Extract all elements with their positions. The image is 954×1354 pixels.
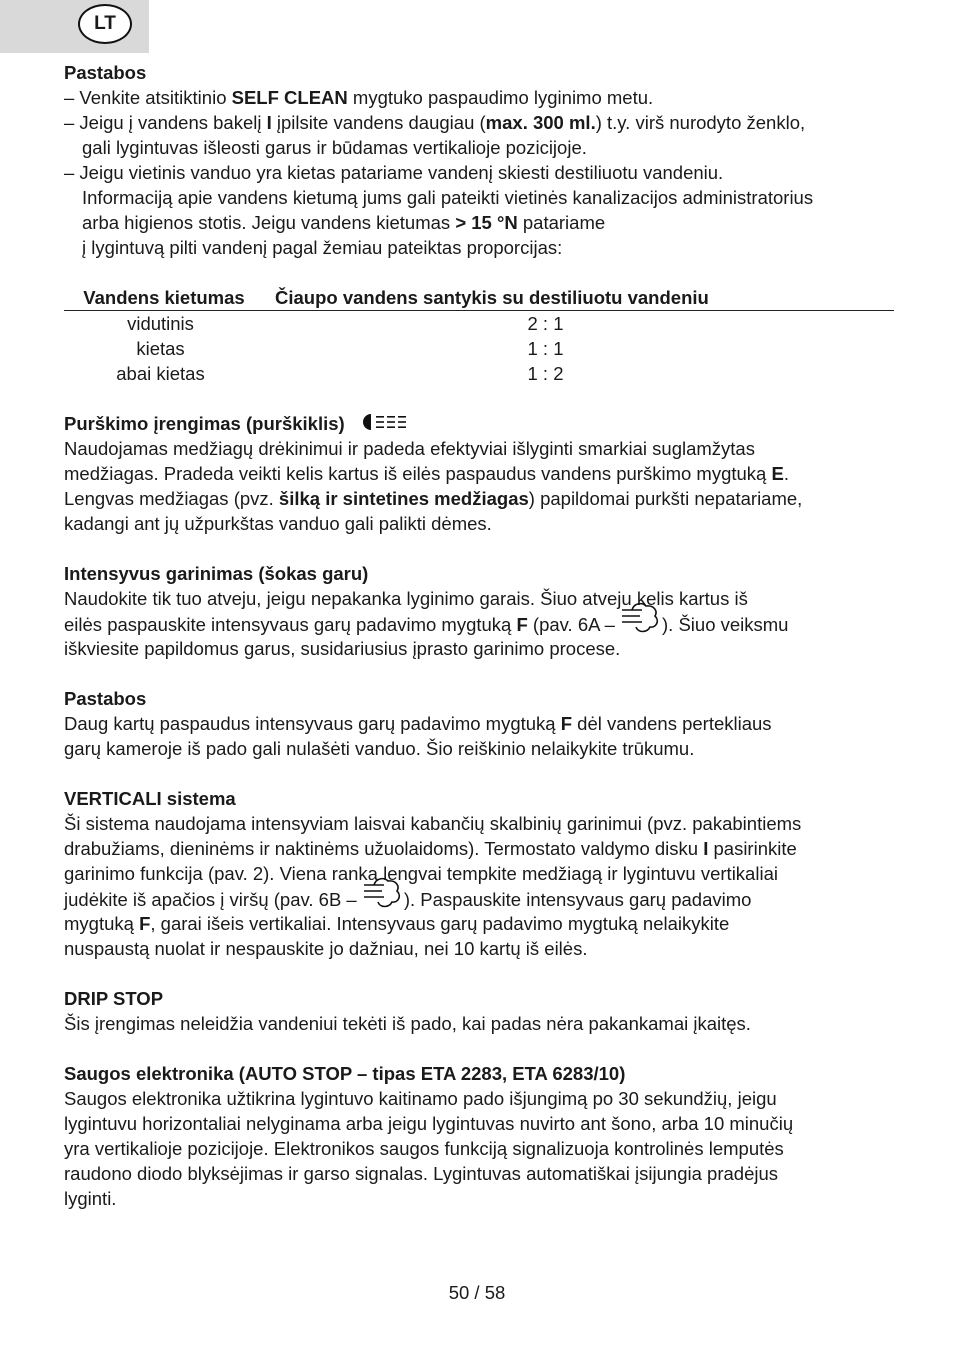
table-cell: 2 : 1 <box>527 313 564 334</box>
steam-shot-icon <box>362 876 404 916</box>
page-number: 50 / 58 <box>448 1282 506 1303</box>
spray-text: Naudojamas medžiagų drėkinimui ir padeda efektyviai išlyginti smarkiai suglamžytas <box>64 438 755 459</box>
safety-text: lyginti. <box>64 1188 117 1209</box>
drip-title: DRIP STOP <box>64 988 164 1009</box>
safety-text: Saugos elektronika užtikrina lygintuvo kaitinamo pado išjungimą po 30 sekundžių, jeigu <box>64 1088 777 1109</box>
steam-shot-icon <box>620 601 662 641</box>
notes-bullet-1: – Venkite atsitiktinio SELF CLEAN mygtuko paspaudimo lyginimo metu. <box>64 87 654 108</box>
verticali-text: garinimo funkcija (pav. 2). Viena ranka lengvai tempkite medžiagą ir lygintuvu vertikaliai <box>64 863 778 884</box>
language-tab <box>0 0 149 53</box>
shot-text: iškviesite papildomus garus, susidariusius įprasto garinimo procese. <box>64 638 621 659</box>
notes-title: Pastabos <box>64 62 147 83</box>
safety-text: raudono diodo blyksėjimas ir garso signalas. Lygintuvas automatiškai įsijungia pradėjus <box>64 1163 779 1184</box>
verticali-title: VERTICALI sistema <box>64 788 236 809</box>
verticali-text: judėkite iš apačios į viršų (pav. 6B – ). Paspauskite intensyvaus garų padavimo <box>64 886 894 911</box>
shot-text: Naudokite tik tuo atveju, jeigu nepakanka lyginimo garais. Šiuo atveju kelis kartus iš <box>64 588 748 609</box>
notes2-text: Daug kartų paspaudus intensyvaus garų padavimo mygtuką F dėl vandens pertekliaus <box>64 713 772 734</box>
table-cell: vidutinis <box>127 313 194 334</box>
table-header <box>64 285 894 311</box>
notes2-title: Pastabos <box>64 688 147 709</box>
table-row <box>64 361 894 386</box>
spray-icon <box>362 412 414 438</box>
table-cell: 1 : 2 <box>527 363 564 384</box>
verticali-text: drabužiams, dieninėms ir naktinėms užuolaidoms). Termostato valdymo disku I pasirinkite <box>64 838 797 859</box>
spray-text: kadangi ant jų užpurkštas vanduo gali palikti dėmes. <box>64 513 492 534</box>
notes-bullet-2-cont: gali lygintuvas išleosti garus ir būdamas vertikalioje pozicijoje. <box>82 137 587 158</box>
notes-bullet-3: – Jeigu vietinis vanduo yra kietas patariame vandenį skiesti destiliuotu vandeniu. <box>64 162 724 183</box>
language-badge: LT <box>78 4 132 44</box>
verticali-text: nuspaustą nuolat ir nespauskite jo dažniau, nei 10 kartų iš eilės. <box>64 938 588 959</box>
table-row <box>64 311 894 336</box>
verticali-text: mygtuką F, garai išeis vertikaliai. Intensyvaus garų padavimo mygtuką nelaikykite <box>64 913 730 934</box>
spray-title: Purškimo įrengimas (purškiklis) <box>64 411 894 436</box>
notes-bullet-3-cont: Informaciją apie vandens kietumą jums gali pateikti vietinės kanalizacijos administratorius <box>82 187 814 208</box>
spray-text: Lengvas medžiagas (pvz. šilką ir sintetines medžiagas) papildomai purkšti nepatariame, <box>64 488 803 509</box>
shot-text: eilės paspauskite intensyvaus garų padavimo mygtuką F (pav. 6A – ). Šiuo veiksmu <box>64 611 894 636</box>
notes-bullet-3-cont: arba higienos stotis. Jeigu vandens kietumas > 15 °N patariame <box>82 212 606 233</box>
table-cell: 1 : 1 <box>527 338 564 359</box>
safety-text: yra vertikalioje pozicijoje. Elektronikos saugos funkciją signalizuoja kontrolinės lemputės <box>64 1138 784 1159</box>
spray-text: medžiagas. Pradeda veikti kelis kartus iš eilės paspaudus vandens purškimo mygtuką E. <box>64 463 789 484</box>
notes-bullet-3-cont: į lygintuvą pilti vandenį pagal žemiau pateiktas proporcijas: <box>82 237 563 258</box>
verticali-text: Ši sistema naudojama intensyviam laisvai kabančių skalbinių garinimui (pvz. pakabintiems <box>64 813 802 834</box>
hardness-table <box>64 285 894 386</box>
table-header-cell: Vandens kietumas <box>83 287 245 308</box>
table-cell: abai kietas <box>116 363 205 384</box>
safety-text: lygintuvu horizontaliai nelyginama arba jeigu lygintuvas nuvirto ant šono, arba 10 minučių <box>64 1113 794 1134</box>
shot-title: Intensyvus garinimas (šokas garu) <box>64 563 369 584</box>
notes-bullet-2: – Jeigu į vandens bakelį I įpilsite vandens daugiau (max. 300 ml.) t.y. virš nurodyto ženklo, <box>64 112 806 133</box>
table-header-cell: Čiaupo vandens santykis su destiliuotu vandeniu <box>275 287 709 308</box>
safety-title: Saugos elektronika (AUTO STOP – tipas ETA 2283, ETA 6283/10) <box>64 1063 626 1084</box>
table-row <box>64 336 894 361</box>
notes2-text: garų kameroje iš pado gali nulašėti vanduo. Šio reiškinio nelaikykite trūkumu. <box>64 738 695 759</box>
page-content <box>64 60 894 1211</box>
table-cell: kietas <box>136 338 185 359</box>
drip-text: Šis įrengimas neleidžia vandeniui tekėti iš pado, kai padas nėra pakankamai įkaitęs. <box>64 1013 751 1034</box>
